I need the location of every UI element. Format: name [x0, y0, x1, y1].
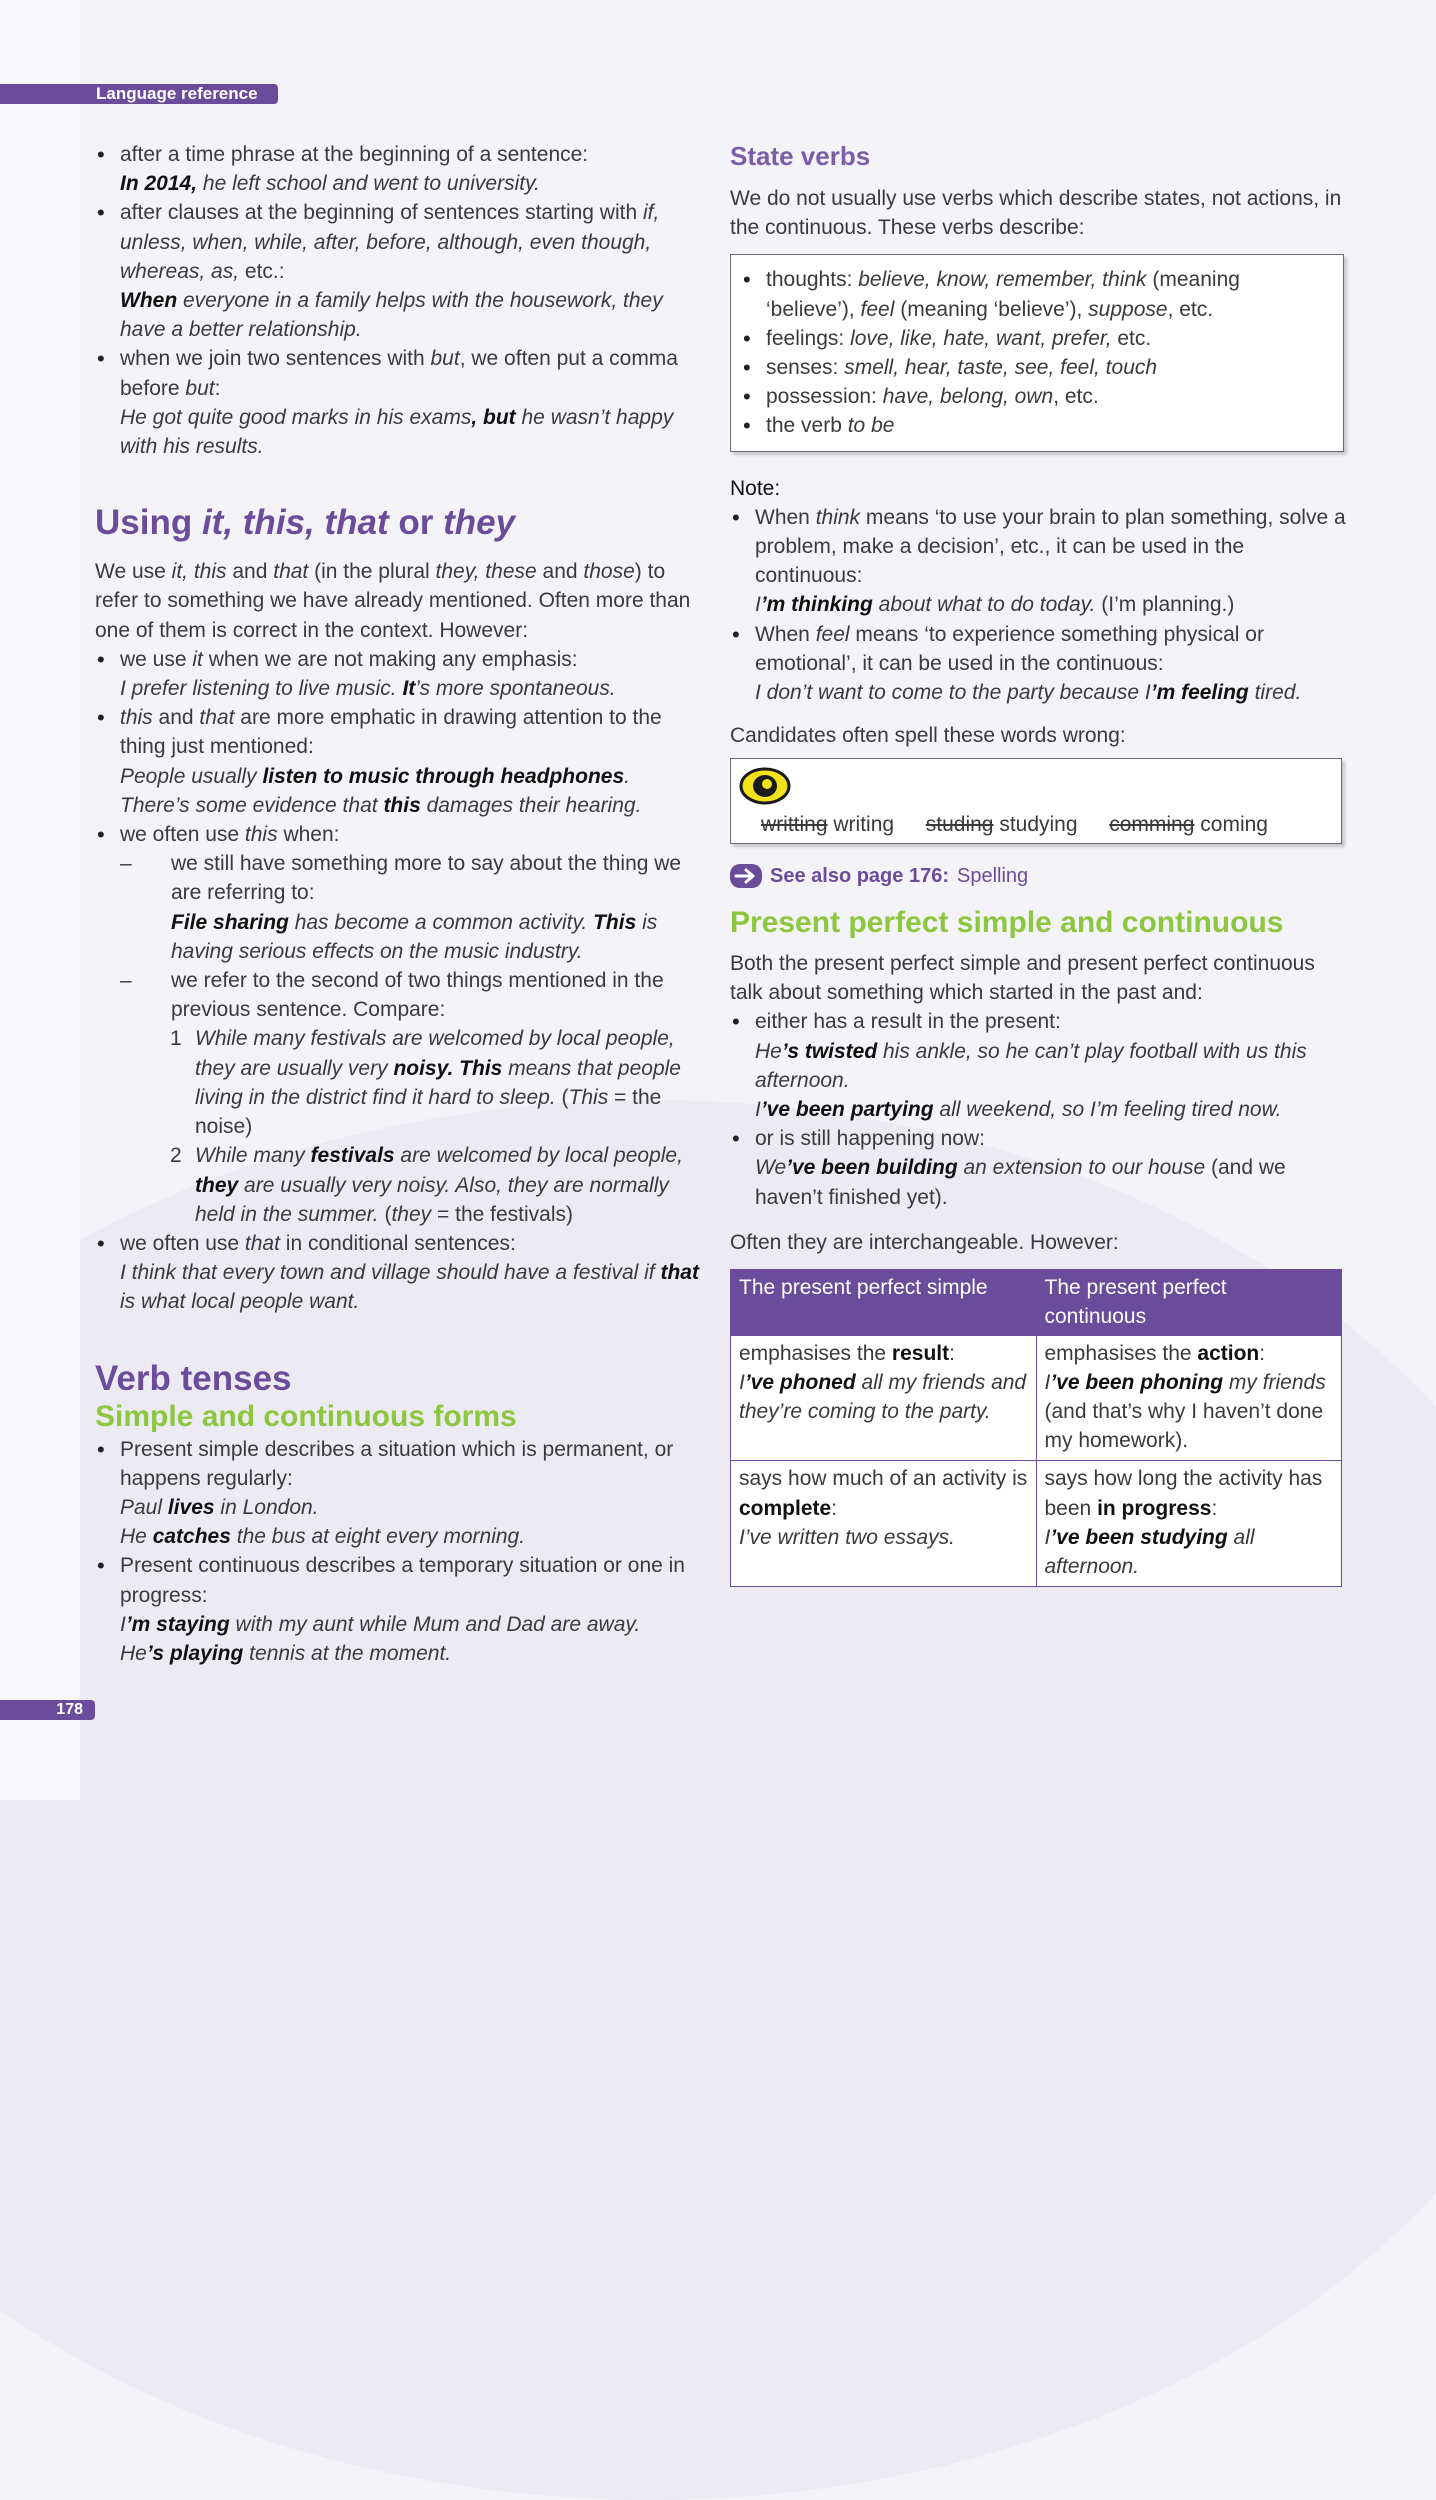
- wrong-spelling: writting: [761, 812, 828, 836]
- list-item: • Present continuous describes a temporary situation or one in progress: I’m staying with my aunt while Mum and Dad are away. He’s playing tennis at the moment.: [95, 1551, 710, 1668]
- list-item: • possession: have, belong, own, etc.: [741, 382, 1331, 411]
- wrong-spelling: comming: [1109, 812, 1195, 836]
- spelling-box: [730, 758, 1342, 843]
- table-cell: emphasises the action: I’ve been phoning my friends (and that’s why I haven’t done my homework).: [1036, 1335, 1342, 1461]
- section-title-present-perfect: Present perfect simple and continuous: [730, 906, 1284, 940]
- list-item: • we use it when we are not making any emphasis: I prefer listening to live music. It’s more spontaneous.: [95, 645, 710, 703]
- using-intro: We use it, this and that (in the plural they, these and those) to refer to something we have already mentioned. Often more than one of them is correct in the context. However:: [95, 560, 691, 642]
- numbered-example: 1 While many festivals are welcomed by local people, they are usually very noisy. This means that people living in the district find it hard to sleep. (This = the noise): [170, 1027, 681, 1139]
- subsection-title: Simple and continuous forms: [95, 1399, 517, 1433]
- table-cell: says how much of an activity is complete: I’ve written two essays.: [731, 1461, 1037, 1587]
- tense-rules-list: [95, 1435, 710, 1669]
- list-item: • thoughts: believe, know, remember, think (meaning ‘believe’), feel (meaning ‘believe’), suppose, etc.: [741, 265, 1331, 323]
- table-header: The present perfect simple: [731, 1270, 1037, 1335]
- see-also-link[interactable]: See also page 176: Spelling: [730, 862, 1350, 891]
- list-item: • feelings: love, like, hate, want, prefer, etc.: [741, 324, 1331, 353]
- using-rules-list: [95, 645, 710, 849]
- comparison-table: [730, 1269, 1342, 1587]
- ppsc-intro: Both the present perfect simple and present perfect continuous talk about something which started in the past and:: [730, 952, 1315, 1005]
- table-row: [731, 1335, 1342, 1461]
- section-title-verb-tenses: Verb tenses: [95, 1358, 292, 1398]
- list-item: • this and that are more emphatic in drawing attention to the thing just mentioned: People usually listen to music through headphones. There’s some evidence that this damages their hearing.: [95, 703, 710, 820]
- list-item: • or is still happening now: We’ve been building an extension to our house (and we haven’t finished yet).: [730, 1124, 1350, 1212]
- list-item: • when we join two sentences with but, we often put a comma before but: He got quite good marks in his exams, but he wasn’t happy with his results.: [95, 344, 710, 461]
- list-item: • we often use this when:: [95, 820, 710, 849]
- ppsc-list: [730, 1007, 1350, 1211]
- list-item: • the verb to be: [741, 411, 1331, 440]
- sub-item: – we still have something more to say about the thing we are referring to: File sharing has become a common activity. This is having serious effects on the music industry.: [120, 852, 682, 963]
- list-item: • When feel means ‘to experience something physical or emotional’, it can be used in the continuous: I don’t want to come to the party because I’m feeling tired.: [730, 620, 1350, 708]
- table-header: The present perfect continuous: [1036, 1270, 1342, 1335]
- state-intro: We do not usually use verbs which describe states, not actions, in the continuous. These verbs describe:: [730, 187, 1342, 240]
- section-tab: Language reference: [0, 84, 278, 104]
- state-verbs-box: [730, 254, 1344, 451]
- table-row: [731, 1461, 1342, 1587]
- table-cell: says how long the activity has been in progress: I’ve been studying all afternoon.: [1036, 1461, 1342, 1587]
- correct-spelling: studying: [999, 812, 1078, 836]
- section-title-using: Using it, this, that or they: [95, 503, 516, 543]
- numbered-example: 2 While many festivals are welcomed by local people, they are usually very noisy. Also, they are normally held in the summer. (they = the festivals): [170, 1144, 683, 1226]
- note-list: [730, 503, 1350, 707]
- table-cell: emphasises the result: I’ve phoned all my friends and they’re coming to the party.: [731, 1335, 1037, 1461]
- spelling-intro: Candidates often spell these words wrong:: [730, 724, 1126, 748]
- list-item: • after clauses at the beginning of sentences starting with if, unless, when, while, after, before, although, even though, whereas, as, etc.: When everyone in a family helps with the housework, they have a better relationship.: [95, 198, 710, 344]
- arrow-right-icon: [730, 864, 762, 888]
- list-item: • either has a result in the present: He’s twisted his ankle, so he can’t play football with us this afternoon. I’ve been partying all weekend, so I’m feeling tired now.: [730, 1007, 1350, 1124]
- spelling-pairs: [739, 810, 1329, 839]
- page-number: 178: [0, 1700, 95, 1720]
- comma-rules-list: [95, 140, 710, 461]
- wrong-spelling: studing: [925, 812, 994, 836]
- list-item: • Present simple describes a situation which is permanent, or happens regularly: Paul lives in London. He catches the bus at eight every morning.: [95, 1435, 710, 1552]
- note-label: Note:: [730, 476, 781, 500]
- list-item: • When think means ‘to use your brain to plan something, solve a problem, make a decision’, etc., it can be used in the continuous: I’m thinking about what to do today. (I’m planning.): [730, 503, 1350, 620]
- correct-spelling: writing: [833, 812, 895, 836]
- table-header-row: [731, 1270, 1342, 1335]
- list-item: • we often use that in conditional sentences: I think that every town and village should have a festival if that is what local people want.: [95, 1229, 710, 1317]
- left-column: [95, 140, 710, 1668]
- ppsc-outro: Often they are interchangeable. However:: [730, 1230, 1119, 1254]
- right-column: [730, 140, 1350, 1587]
- list-item: • after a time phrase at the beginning of a sentence: In 2014, he left school and went to university.: [95, 140, 710, 198]
- section-title-state-verbs: State verbs: [730, 141, 871, 171]
- eye-icon: [739, 767, 791, 805]
- correct-spelling: coming: [1200, 812, 1268, 836]
- list-item: • senses: smell, hear, taste, see, feel, touch: [741, 353, 1331, 382]
- sub-item: – we refer to the second of two things mentioned in the previous sentence. Compare:: [120, 969, 664, 1022]
